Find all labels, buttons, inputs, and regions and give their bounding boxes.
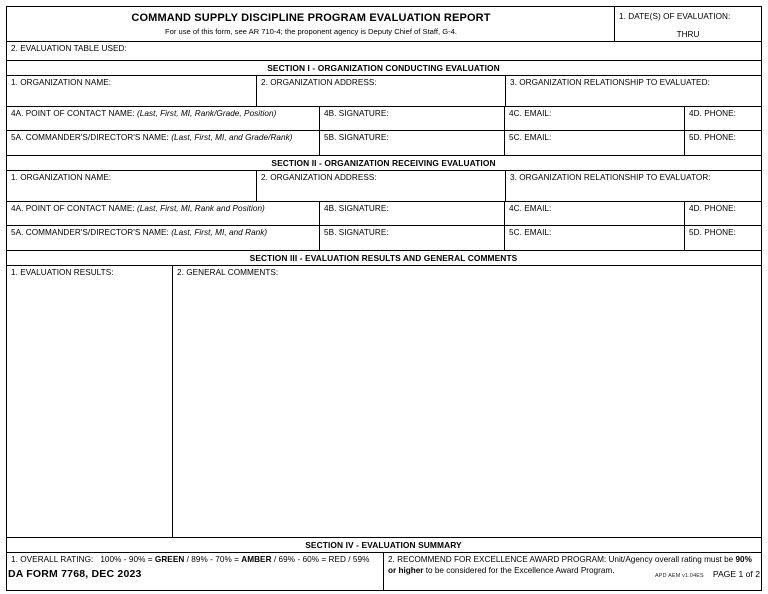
page-title: COMMAND SUPPLY DISCIPLINE PROGRAM EVALUATION REPORT [131,12,491,24]
section3-evaluation-results-field[interactable] [7,266,173,537]
form-identifier: DA FORM 7768, DEC 2023 [8,568,142,580]
section1-organization-name-field[interactable] [7,76,257,106]
section1-organization-address-field[interactable] [257,76,506,106]
form-title-block [7,7,615,41]
section2-commander-signature-label: 5B. SIGNATURE: [324,228,389,237]
section2-organization-name-label: 1. ORGANIZATION NAME: [11,173,112,182]
title-row [7,7,761,42]
form-authority-note: For use of this form, see AR 710-4; the proponent agency is Deputy Chief of Staff, G-4. [165,27,457,36]
section1-commander-name-field[interactable] [7,131,320,155]
rating-green-text: GREEN [154,555,185,564]
section3-evaluation-results-label: 1. EVALUATION RESULTS: [11,268,114,277]
section1-poc-name-hint: (Last, First, MI, Rank/Grade, Position) [137,109,277,118]
section1-org-row [7,76,761,107]
overall-rating-prefix: 1. OVERALL RATING: [11,555,94,564]
section3-body-row [7,266,761,538]
section2-commander-signature-field[interactable] [320,226,505,250]
section1-commander-name-hint: (Last, First, MI, and Grade/Rank) [171,133,293,142]
section2-bar-row [7,156,761,171]
overall-rating-range-amber: / 89% - 70% = [186,555,239,564]
section2-poc-phone-field[interactable] [685,202,760,225]
section2-poc-name-text: 4A. POINT OF CONTACT NAME: [11,204,135,213]
section1-organization-relationship-label: 3. ORGANIZATION RELATIONSHIP TO EVALUATED: [510,78,710,87]
section2-organization-relationship-label: 3. ORGANIZATION RELATIONSHIP TO EVALUATOR: [510,173,711,182]
rating-amber-text: AMBER [241,555,272,564]
overall-rating-range-green: 100% - 90% = [100,555,153,564]
section1-poc-phone-label: 4D. PHONE: [689,109,736,118]
section1-organization-relationship-field[interactable] [506,76,760,106]
section2-commander-name-field[interactable] [7,226,320,250]
section1-poc-row [7,107,761,131]
section1-poc-name-label [11,109,316,119]
section2-commander-name-hint: (Last, First, MI, and Rank) [171,228,268,237]
section3-bar-row [7,251,761,266]
excellence-award-threshold: 90% or higher [388,555,752,575]
page-number: PAGE 1 of 2 [712,569,760,579]
section1-commander-name-text: 5A. COMMANDER'S/DIRECTOR'S NAME: [11,133,169,142]
dates-of-evaluation-cell[interactable] [615,7,760,41]
section2-poc-row [7,202,761,226]
section2-poc-name-field[interactable] [7,202,320,225]
excellence-award-tail: to be considered for the Excellence Award Program. [425,565,615,575]
section1-poc-signature-field[interactable] [320,107,505,130]
section2-organization-relationship-field[interactable] [506,171,760,201]
overall-rating-range-red: / 69% - 60% = RED / 59% [273,555,370,564]
da-form-7768 [6,6,762,591]
section1-poc-name-text: 4A. POINT OF CONTACT NAME: [11,109,135,118]
section2-poc-email-label: 4C. EMAIL: [509,204,552,213]
section2-commander-email-field[interactable] [505,226,685,250]
section1-commander-name-label [11,133,316,143]
section1-poc-signature-label: 4B. SIGNATURE: [324,109,389,118]
section2-commander-phone-field[interactable] [685,226,760,250]
section2-commander-name-label [11,228,316,238]
section3-general-comments-label: 2. GENERAL COMMENTS: [177,268,279,277]
evaluation-table-used-label: 2. EVALUATION TABLE USED: [11,44,127,53]
dates-thru-label: THRU [676,30,700,39]
section1-bar-row [7,61,761,76]
section2-org-row [7,171,761,202]
evaluation-table-row [7,42,761,61]
section2-heading: SECTION II - ORGANIZATION RECEIVING EVALUATION [271,158,496,168]
section1-commander-email-field[interactable] [505,131,685,155]
section2-poc-email-field[interactable] [505,202,685,225]
section1-commander-phone-field[interactable] [685,131,760,155]
section2-organization-address-label: 2. ORGANIZATION ADDRESS: [261,173,377,182]
section2-commander-name-text: 5A. COMMANDER'S/DIRECTOR'S NAME: [11,228,169,237]
section1-poc-phone-field[interactable] [685,107,760,130]
section2-commander-phone-label: 5D. PHONE: [689,228,736,237]
evaluation-table-used-field[interactable] [7,42,760,60]
section1-poc-email-label: 4C. EMAIL: [509,109,552,118]
section4-overall-rating-label [11,555,380,565]
section4-bar-row [7,538,761,553]
section1-heading: SECTION I - ORGANIZATION CONDUCTING EVALUATION [267,63,500,73]
excellence-award-prefix: 2. RECOMMEND FOR EXCELLENCE AWARD PROGRAM: [388,555,607,564]
section2-poc-phone-label: 4D. PHONE: [689,204,736,213]
section2-commander-row [7,226,761,251]
section2-organization-address-field[interactable] [257,171,506,201]
section2-poc-name-label [11,204,316,214]
section1-organization-address-label: 2. ORGANIZATION ADDRESS: [261,78,377,87]
section1-commander-email-label: 5C. EMAIL: [509,133,552,142]
section3-general-comments-field[interactable] [173,266,760,537]
section1-commander-phone-label: 5D. PHONE: [689,133,736,142]
excellence-award-body: Unit/Agency overall rating must be [608,555,734,564]
section2-poc-signature-field[interactable] [320,202,505,225]
apd-version: APD AEM v1.04ES [655,573,704,579]
dates-of-evaluation-label: 1. DATE(S) OF EVALUATION: [619,12,731,21]
section1-organization-name-label: 1. ORGANIZATION NAME: [11,78,112,87]
section1-poc-name-field[interactable] [7,107,320,130]
section2-poc-name-hint: (Last, First, MI, Rank and Position) [137,204,265,213]
section2-commander-email-label: 5C. EMAIL: [509,228,552,237]
section1-commander-signature-field[interactable] [320,131,505,155]
section1-commander-signature-label: 5B. SIGNATURE: [324,133,389,142]
section2-organization-name-field[interactable] [7,171,257,201]
section4-heading: SECTION IV - EVALUATION SUMMARY [305,540,462,550]
section1-poc-email-field[interactable] [505,107,685,130]
section2-poc-signature-label: 4B. SIGNATURE: [324,204,389,213]
section3-heading: SECTION III - EVALUATION RESULTS AND GENERAL COMMENTS [249,253,518,263]
footer-right-group [655,569,760,579]
section1-commander-row [7,131,761,156]
